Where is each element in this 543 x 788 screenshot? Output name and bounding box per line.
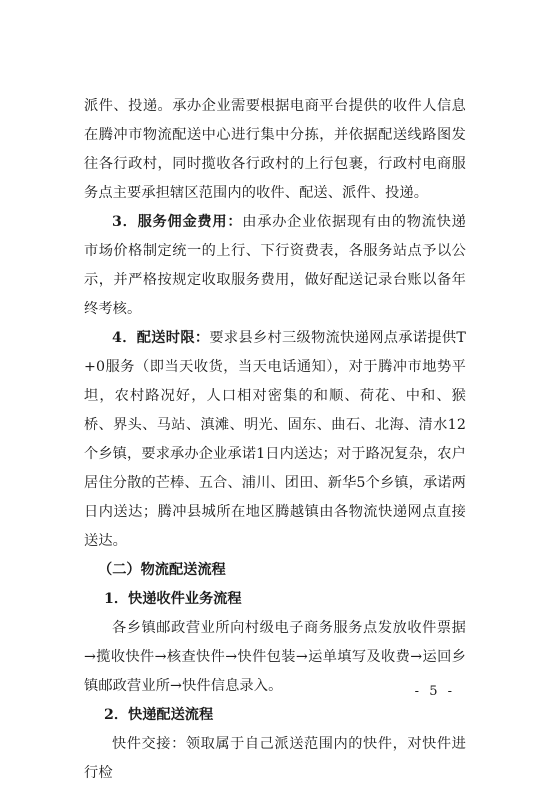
service-fee-label: 3．服务佣金费用： xyxy=(112,214,243,230)
subheading-pickup-process: 1．快递收件业务流程 xyxy=(104,591,242,607)
paragraph-delivery-process: 派件、投递。承办企业需要根据电商平台提供的收件人信息在腾冲市物流配送中心进行集中分拣，并依据配送线路图发往各行政村，同时揽收各行政村的上行包裹，行政村电商服务点主要承担辖区范围内的收件、配送、派件、投递。 xyxy=(84,98,466,201)
page-number: - 5 - xyxy=(414,684,455,699)
section-heading-logistics-flow: （二）物流配送流程 xyxy=(98,562,226,578)
subheading-delivery-process: 2．快递配送流程 xyxy=(104,707,214,723)
paragraph-service-fee xyxy=(84,208,466,324)
delivery-time-label: 4．配送时限： xyxy=(112,330,210,346)
paragraph-pickup-process: 各乡镇邮政营业所向村级电子商务服务点发放收件票据→揽收快件→核查快件→快件包装→运单填写及收费→运回乡镇邮政营业所→快件信息录入。 xyxy=(84,620,466,694)
delivery-time-text: 要求县乡村三级物流快递网点承诺提供T+0服务（即当天收货，当天电话通知），对于腾冲市地势平坦，农村路况好，人口相对密集的和顺、荷花、中和、猴桥、界头、马站、滇滩、明光、固东、曲石、北海、清水12个乡镇，要求承办企业承诺1日内送达；对于路况复杂，农户居住分散的芒棒、五合、浦川、团田、新华5个乡镇，承诺两日内送达；腾冲县城所在地区腾越镇由各物流快递网点直接送达。 xyxy=(84,330,466,549)
document-body xyxy=(84,92,466,788)
service-fee-text: 由承办企业依据现有由的物流快递市场价格制定统一的上行、下行资费表，各服务站点予以公示，并严格按规定收取服务费用，做好配送记录台账以备年终考核。 xyxy=(84,214,466,317)
paragraph-delivery-time xyxy=(84,324,466,556)
paragraph-handover: 快件交接：领取属于自己派送范围内的快件，对快件进行检 xyxy=(84,736,466,781)
